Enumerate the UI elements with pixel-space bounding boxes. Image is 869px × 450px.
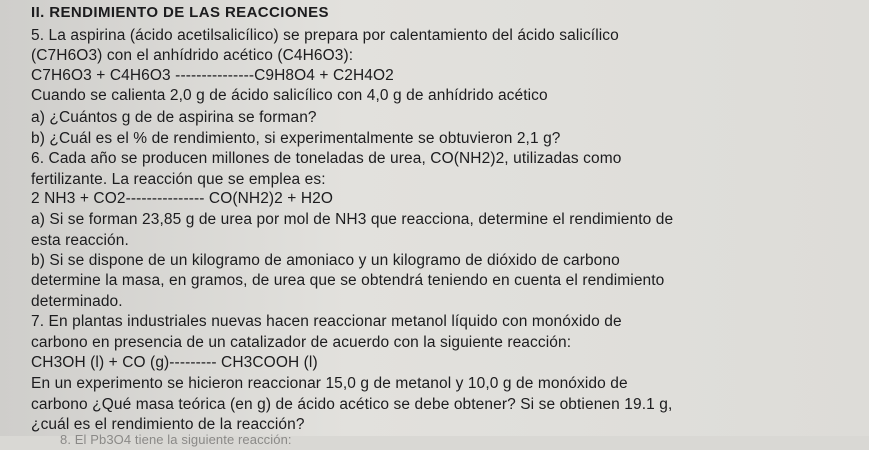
problem-6-question-b-cont: determine la masa, en gramos, de urea que se obtendrá teniendo en cuenta el rendimiento: [31, 272, 665, 289]
problem-6-question-b-end: determinado.: [31, 293, 123, 310]
problem-6-question-b: b) Si se dispone de un kilogramo de amoniaco y un kilogramo de dióxido de carbono: [31, 252, 620, 269]
problem-6-question-a: a) Si se forman 23,85 g de urea por mol de NH3 que reacciona, determine el rendimiento de: [31, 211, 674, 228]
problem-6-equation: 2 NH3 + CO2--------------- CO(NH2)2 + H2O: [31, 190, 334, 207]
problem-7-question-end: ¿cuál es el rendimiento de la reacción?: [31, 416, 305, 433]
problem-5-question-a: a) ¿Cuántos g de de aspirina se forman?: [31, 109, 317, 126]
problem-7-intro-cont: carbono en presencia de un catalizador de acuerdo con la siguiente reacción:: [31, 334, 572, 351]
problem-6-intro: 6. Cada año se producen millones de toneladas de urea, CO(NH2)2, utilizadas como: [31, 150, 622, 167]
problem-7-equation: CH3OH (l) + CO (g)--------- CH3COOH (l): [31, 354, 318, 371]
problem-5-intro: 5. La aspirina (ácido acetilsalicílico) se prepara por calentamiento del ácido salicílico: [31, 27, 619, 44]
section-title: II. RENDIMIENTO DE LAS REACCIONES: [31, 4, 329, 21]
problem-7-question: carbono ¿Qué masa teórica (en g) de ácido acético se debe obtener? Si se obtienen 19.1 g,: [31, 396, 673, 413]
problem-6-question-a-cont: esta reacción.: [31, 232, 129, 249]
problem-5-equation: C7H6O3 + C4H6O3 ---------------C9H8O4 + C2H4O2: [31, 67, 394, 84]
problem-7-experiment: En un experimento se hicieron reaccionar 15,0 g de metanol y 10,0 g de monóxido de: [31, 375, 628, 392]
problem-6-intro-cont: fertilizante. La reacción que se emplea es:: [31, 171, 326, 188]
problem-5-formula-note: (C7H6O3) con el anhídrido acético (C4H6O3):: [31, 47, 354, 64]
problem-7-intro: 7. En plantas industriales nuevas hacen reaccionar metanol líquido con monóxido de: [31, 313, 622, 330]
problem-5-conditions: Cuando se calienta 2,0 g de ácido salicílico con 4,0 g de anhídrido acético: [31, 87, 548, 104]
problem-8-intro: 8. El Pb3O4 tiene la siguiente reacción:: [60, 432, 292, 447]
problem-5-question-b: b) ¿Cuál es el % de rendimiento, si experimentalmente se obtuvieron 2,1 g?: [31, 130, 561, 147]
